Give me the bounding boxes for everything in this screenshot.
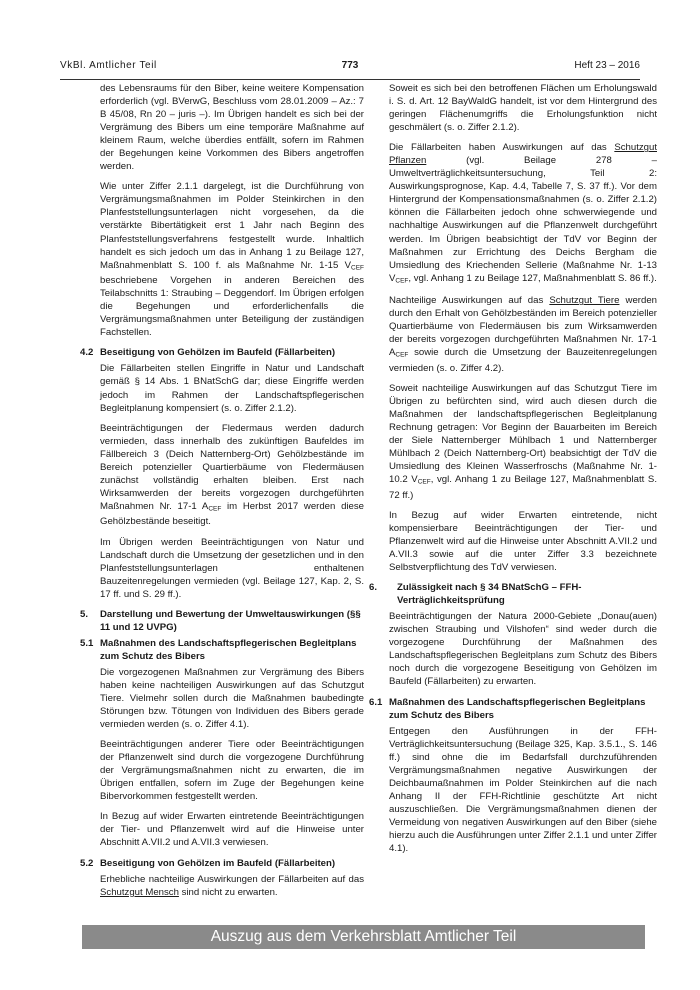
page-header (60, 60, 640, 76)
section-heading-4-2: 4.2 Beseitigung von Gehölzen im Baufeld (Fällarbeiten) (80, 347, 336, 359)
paragraph: In Bezug auf wider Erwarten eintretende Beeinträchtigungen der Tier- und Pflanzenwelt wird auf die Hinweise unter Abschnitt A.VII.2 und A.VII.3 verwiesen. (100, 811, 364, 849)
left-column (80, 82, 364, 912)
paragraph: Im Übrigen werden Beeinträchtigungen von Natur und Landschaft durch die Umsetzung der gesetzlichen und in den Planfeststellungsunterlagen enthaltenen Bauzeitenregelungen vermieden (vgl. Beilage 127, Kap. 2, S. 17 ff. und S. 29 ff.). (100, 536, 364, 600)
paragraph: In Bezug auf wider Erwarten eintretende, nicht kompensierbare Beeinträchtigungen der Tier- und Pflanzenwelt wird auf die Hinweise unter Abschnitt A.VII.2 und A.VII.3 sowie auf die unter Ziffer 3.3 bezeichnete Selbstverpflichtung des TdV verwiesen. (389, 509, 657, 574)
header-rule (60, 79, 640, 80)
section-heading-5-1: 5.1 Maßnahmen des Landschaftspflegerischen Begleitplans zum Schutz des Bibers (80, 637, 357, 662)
footer-banner: Auszug aus dem Verkehrsblatt Amtlicher Teil (82, 925, 645, 949)
section-heading-5: 5. Darstellung und Bewertung der Umweltauswirkungen (§§ 11 und 12 UVPG) (80, 608, 361, 633)
issue-label: Heft 23 – 2016 (574, 60, 640, 71)
paragraph: Beeinträchtigungen der Natura 2000-Gebiete „Donau(auen) zwischen Straubing und Vilshofen“ sind weder durch die vorgezogene Durchführung der Maßnahmen des Landschaftspflegerischen Begleitplans zum Schutz des Bibers noch durch die vorgezogene Beseitigung von Gehölzen im Baufeld (Fällarbeiten) zu erwarten. (389, 611, 657, 688)
paragraph: Beeinträchtigungen der Fledermaus werden dadurch vermieden, dass innerhalb des zukünftigen Baufeldes im Fällbereich 3 (Deich Natternberg-Ort) Gehölzbestände im Bereich potenzieller Quartierbäume von Fledermäusen zunächst vollständig erhalten bleiben. Erst nach Wirksamwerden der bereits vorgezogen durchgeführten Maßnahmen Nr. 17-1 $A_{CEF}$ im Herbst 2017 werden diese Gehölzbestände beseitigt. (100, 422, 365, 528)
journal-title: VkBl. Amtlicher Teil (60, 60, 157, 71)
section-heading-6-1: 6.1 Maßnahmen des Landschaftspflegerischen Begleitplans zum Schutz des Bibers (369, 696, 646, 721)
paragraph: Die vorgezogenen Maßnahmen zur Vergrämung des Bibers haben keine nachteiligen Auswirkungen auf das Schutzgut Tiere. Vielmehr sollen durch die Maßnahmen baubedingte Störungen bzw. Tötungen von Individuen des Bibers gerade vermieden werden (s. o. Ziffer 4.1). (100, 666, 364, 731)
paragraph: Beeinträchtigungen anderer Tiere oder Beeinträchtigungen der Pflanzenwelt sind durch die vorgezogene Durchführung der Vergrämungsmaßnahmen nicht zu erwarten, die im Übrigen entfallen, sofern im Zuge der Begehungen keine Bibervorkommen festgestellt werden. (100, 739, 364, 803)
paragraph: Die Fällarbeiten haben Auswirkungen auf das Schutzgut Pflanzen (vgl. Beilage 278 – Umweltverträglichkeitsuntersuchung, Teil 2: Auswirkungsprognose, Kap. 4.4, Tabelle 7, S. 37 ff.). Vor dem Hintergrund der Kompensationsmaßnahmen (s. o. Ziffer 2.1.2) können die Fällarbeiten jedoch ohne schwerwiegende und nachhaltige Auswirkungen auf die Pflanzenwelt durchgeführt werden. Im Übrigen beabsichtigt der TdV vor Beginn der Maßnahmen zur Errichtung des Deichs Bergham die Umsiedlung des Kriechenden Sellerie (Maßnahme Nr. 1-13 $V_{CEF}$, vgl. Anhang 1 zu Beilage 127, Maßnahmenblatt S. 86 ff.). (389, 142, 657, 285)
paragraph: Die Fällarbeiten stellen Eingriffe in Natur und Landschaft gemäß § 14 Abs. 1 BNatSchG dar; diese Eingriffe werden jedoch im Rahmen der Landschaftspflegerischen Begleitplanung kompensiert (s. o. Ziffer 2.1.2). (100, 363, 364, 414)
paragraph: Soweit es sich bei den betroffenen Flächen um Erholungswald i. S. d. Art. 12 BayWaldG handelt, ist vor dem Hintergrund des geringen Flächenumgriffs die Erholungsfunktion nicht geschmälert (s. o. Ziffer 2.1.2). (389, 83, 657, 134)
paragraph: Wie unter Ziffer 2.1.1 dargelegt, ist die Durchführung von Vergrämungsmaßnahmen im Polder Steinkirchen in den Planfeststellungsunterlagen nicht vorgesehen, da die verstärkte Bibertätigkeit erst 1 Jahr nach Beginn des Planfeststellungsverfahrens festgestellt wurde. Inhaltlich handelt es sich jedoch um das in Anhang 1 zu Beilage 127, Maßnahmenblatt S. 100 f. als Maßnahme Nr. 1-15 $V_{CEF}$ beschriebene Vorgehen in anderen Bereichen des Teilabschnitts 1: Straubing – Deggendorf. Im Übrigen erfolgen die Begehungen und erforderlichenfalls die Vergrämungsmaßnahmen unter Beteiligung der zuständigen Fachstellen. (100, 181, 364, 339)
right-column (369, 82, 657, 912)
page-number: 773 (341, 60, 359, 71)
section-heading-6: 6. Zulässigkeit nach § 34 BNatSchG – FFH-Verträglichkeitsprüfung (369, 582, 582, 607)
paragraph: des Lebensraums für den Biber, keine weitere Kompensation erforderlich (vgl. BVerwG, Beschluss vom 28.01.2009 – Az.: 7 B 45/08, Rn 20 – juris –). Im Übrigen handelt es sich bei der Vergrämung des Bibers um eine temporäre Maßnahme auf kleinem Raum, welche überdies entfällt, sofern im Rahmen der Begehungen keine Vorkommen des Bibers angetroffen werden. (100, 83, 364, 173)
paragraph: Erhebliche nachteilige Auswirkungen der Fällarbeiten auf das Schutzgut Mensch sind nicht zu erwarten. (100, 873, 364, 898)
paragraph: Entgegen den Ausführungen in der FFH-Verträglichkeitsuntersuchung (Beilage 325, Kap. 3.5.1., S. 146 ff.) sind ohne die im Bedarfsfall durchzuführenden Vergrämungsmaßnahmen negative Auswirkungen der Deichbaumaßnahmen im Polder Steinkirchen auf die nach Anhang II der FFH-Richtlinie geschützte Art nicht auszuschließen. Die Vergrämungsmaßnahmen dienen der Vermeidung von negativen Auswirkungen auf den Biber (siehe hierzu auch die Ausführungen unter Ziffer 2.1.1 und unter Ziffer 4.1). (389, 725, 657, 855)
paragraph: Nachteilige Auswirkungen auf das Schutzgut Tiere werden durch den Erhalt von Gehölzbeständen im Bereich potenzieller Quartierbäume von Fledermäusen bis zum Wirksamwerden der bereits vorgezogen durchgeführten Maßnahmen Nr. 17-1 $A_{CEF}$ sowie durch die Umsetzung der Bauzeitenregelungen vermieden (s. o. Ziffer 4.2). (389, 295, 657, 374)
section-heading-5-2: 5.2 Beseitigung von Gehölzen im Baufeld (Fällarbeiten) (80, 857, 336, 869)
paragraph: Soweit nachteilige Auswirkungen auf das Schutzgut Tiere im Übrigen zu befürchten sind, wird auch diesen durch die Maßnahmen der landschaftspflegerischen Begleitplanung Rechnung getragen: Vor Beginn der Bauarbeiten im Bereich der Siele Natternberger Mühlbach 1 und Natternberger Mühlbach 2 (Deich Natternberg-Ort) beabsichtigt der TdV die Umsiedlung des Kleinen Wasserfroschs (Maßnahme Nr. 1-10.2 $V_{CEF}$, vgl. Anhang 1 zu Beilage 127, Maßnahmenblatt S. 72 ff.) (389, 382, 657, 501)
